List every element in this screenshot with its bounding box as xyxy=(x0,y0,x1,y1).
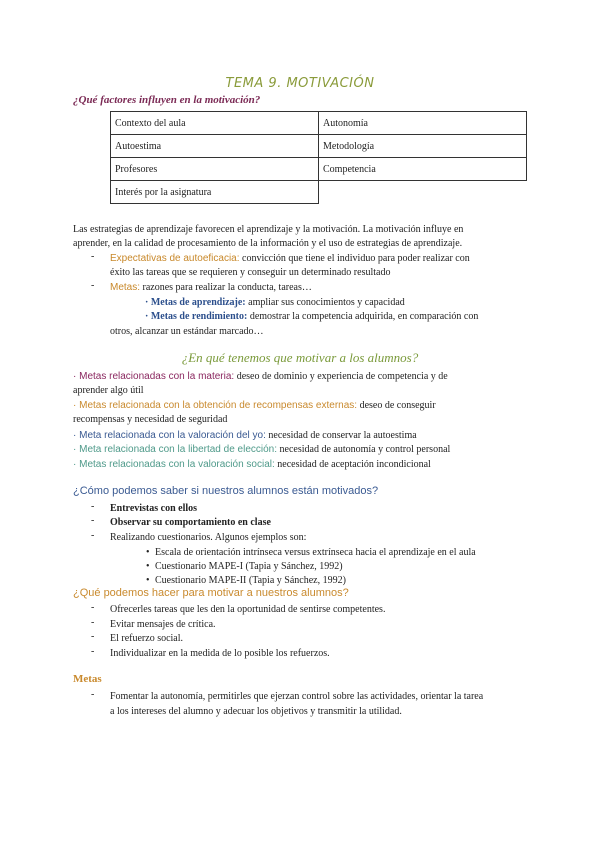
metas-aprendizaje-item xyxy=(145,295,405,310)
metas-text: razones para realizar la conducta, tareas… xyxy=(140,282,312,293)
table-cell xyxy=(319,181,527,204)
know-heading: ¿Cómo podemos saber si nuestros alumnos están motivados? xyxy=(73,485,379,497)
motivate-item xyxy=(73,457,431,472)
dash-bullet: - xyxy=(91,689,95,700)
motivate-text: necesidad de autonomía y control personal xyxy=(277,444,451,455)
motivate-item xyxy=(73,428,417,443)
do-item: Ofrecerles tareas que les den la oportunidad de sentirse competentes. xyxy=(110,604,386,615)
motivate-text: deseo de conseguir xyxy=(357,400,436,411)
metas-label: Metas: xyxy=(110,282,141,293)
know-item: Realizando cuestionarios. Algunos ejemplos son: xyxy=(110,532,307,543)
factors-heading: ¿Qué factores influyen en la motivación? xyxy=(73,94,261,106)
table-cell: Autonomía xyxy=(319,112,527,135)
do-item: Evitar mensajes de crítica. xyxy=(110,619,216,630)
dash-bullet: - xyxy=(91,280,95,291)
metas-rendimiento-line-2: otros, alcanzar un estándar marcado… xyxy=(110,326,264,337)
motivate-label: · Metas relacionadas con la valoración social: xyxy=(73,459,275,470)
page-title: TEMA 9. MOTIVACIÓN xyxy=(225,76,375,91)
metas-heading: Metas xyxy=(73,673,102,685)
dash-bullet: - xyxy=(91,515,95,526)
table-row xyxy=(111,135,527,158)
do-item: Individualizar en la medida de lo posible los refuerzos. xyxy=(110,648,330,659)
intro-line-1: Las estrategias de aprendizaje favorecen el aprendizaje y la motivación. La motivación influye en xyxy=(73,224,464,235)
motivate-item xyxy=(73,442,450,457)
metas-rendimiento-item xyxy=(145,309,478,324)
expectativas-item xyxy=(110,251,470,266)
sub-bullet: • xyxy=(146,575,150,586)
metas-rendimiento-text: demostrar la competencia adquirida, en comparación con xyxy=(247,311,479,322)
table-cell: Contexto del aula xyxy=(111,112,319,135)
do-heading: ¿Qué podemos hacer para motivar a nuestros alumnos? xyxy=(73,587,349,599)
do-item: El refuerzo social. xyxy=(110,633,184,644)
sub-bullet: • xyxy=(146,547,150,558)
dash-bullet: - xyxy=(91,251,95,262)
intro-line-2: aprender, en la calidad de procesamiento de la información y el uso de estrategias de aprendizaje. xyxy=(73,238,463,249)
sub-bullet: • xyxy=(146,561,150,572)
expectativas-line-2: éxito las tareas que se requieren y conseguir un determinado resultado xyxy=(110,267,391,278)
expectativas-label: Expectativas de autoeficacia: xyxy=(110,253,240,264)
know-subitem: Cuestionario MAPE-I (Tapia y Sánchez, 1992) xyxy=(155,561,343,572)
know-subitem: Cuestionario MAPE-II (Tapia y Sánchez, 1992) xyxy=(155,575,346,586)
table-row xyxy=(111,158,527,181)
motivate-text: necesidad de conservar la autoestima xyxy=(265,430,417,441)
metas-rendimiento-label: · Metas de rendimiento: xyxy=(145,311,248,322)
motivate-label: · Metas relacionadas con la materia: xyxy=(73,371,235,382)
table-cell: Interés por la asignatura xyxy=(111,181,319,204)
table-cell: Competencia xyxy=(319,158,527,181)
motivate-heading: ¿En qué tenemos que motivar a los alumnos? xyxy=(181,350,419,365)
dash-bullet: - xyxy=(91,530,95,541)
motivate-text: necesidad de aceptación incondicional xyxy=(274,459,431,470)
table-cell: Autoestima xyxy=(111,135,319,158)
motivate-line-2: aprender algo útil xyxy=(73,385,144,396)
table-cell: Profesores xyxy=(111,158,319,181)
metas-line-2: a los intereses del alumno y adecuar los objetivos y transmitir la utilidad. xyxy=(110,706,402,717)
metas-aprendizaje-text: ampliar sus conocimientos y capacidad xyxy=(245,297,405,308)
metas-item xyxy=(110,280,312,295)
know-item: Observar su comportamiento en clase xyxy=(110,517,271,528)
expectativas-text: convicción que tiene el individuo para poder realizar con xyxy=(239,253,470,264)
metas-line-1: Fomentar la autonomía, permitirles que ejerzan control sobre las actividades, orientar la tarea xyxy=(110,691,484,702)
motivate-text: deseo de dominio y experiencia de competencia y de xyxy=(234,371,448,382)
motivate-label: · Meta relacionada con la valoración del yo: xyxy=(73,430,266,441)
table-cell: Metodología xyxy=(319,135,527,158)
dash-bullet: - xyxy=(91,501,95,512)
motivate-item xyxy=(73,398,436,413)
factors-table xyxy=(110,111,527,204)
table-row xyxy=(111,112,527,135)
know-subitem: Escala de orientación intrínseca versus extrínseca hacia el aprendizaje en el aula xyxy=(155,547,476,558)
dash-bullet: - xyxy=(91,602,95,613)
motivate-line-2: recompensas y necesidad de seguridad xyxy=(73,414,228,425)
dash-bullet: - xyxy=(91,617,95,628)
motivate-label: · Metas relacionada con la obtención de recompensas externas: xyxy=(73,400,358,411)
dash-bullet: - xyxy=(91,631,95,642)
table-row xyxy=(111,181,527,204)
motivate-label: · Meta relacionada con la libertad de elección: xyxy=(73,444,278,455)
motivate-item xyxy=(73,369,448,384)
dash-bullet: - xyxy=(91,646,95,657)
metas-aprendizaje-label: · Metas de aprendizaje: xyxy=(145,297,246,308)
know-item: Entrevistas con ellos xyxy=(110,503,198,514)
